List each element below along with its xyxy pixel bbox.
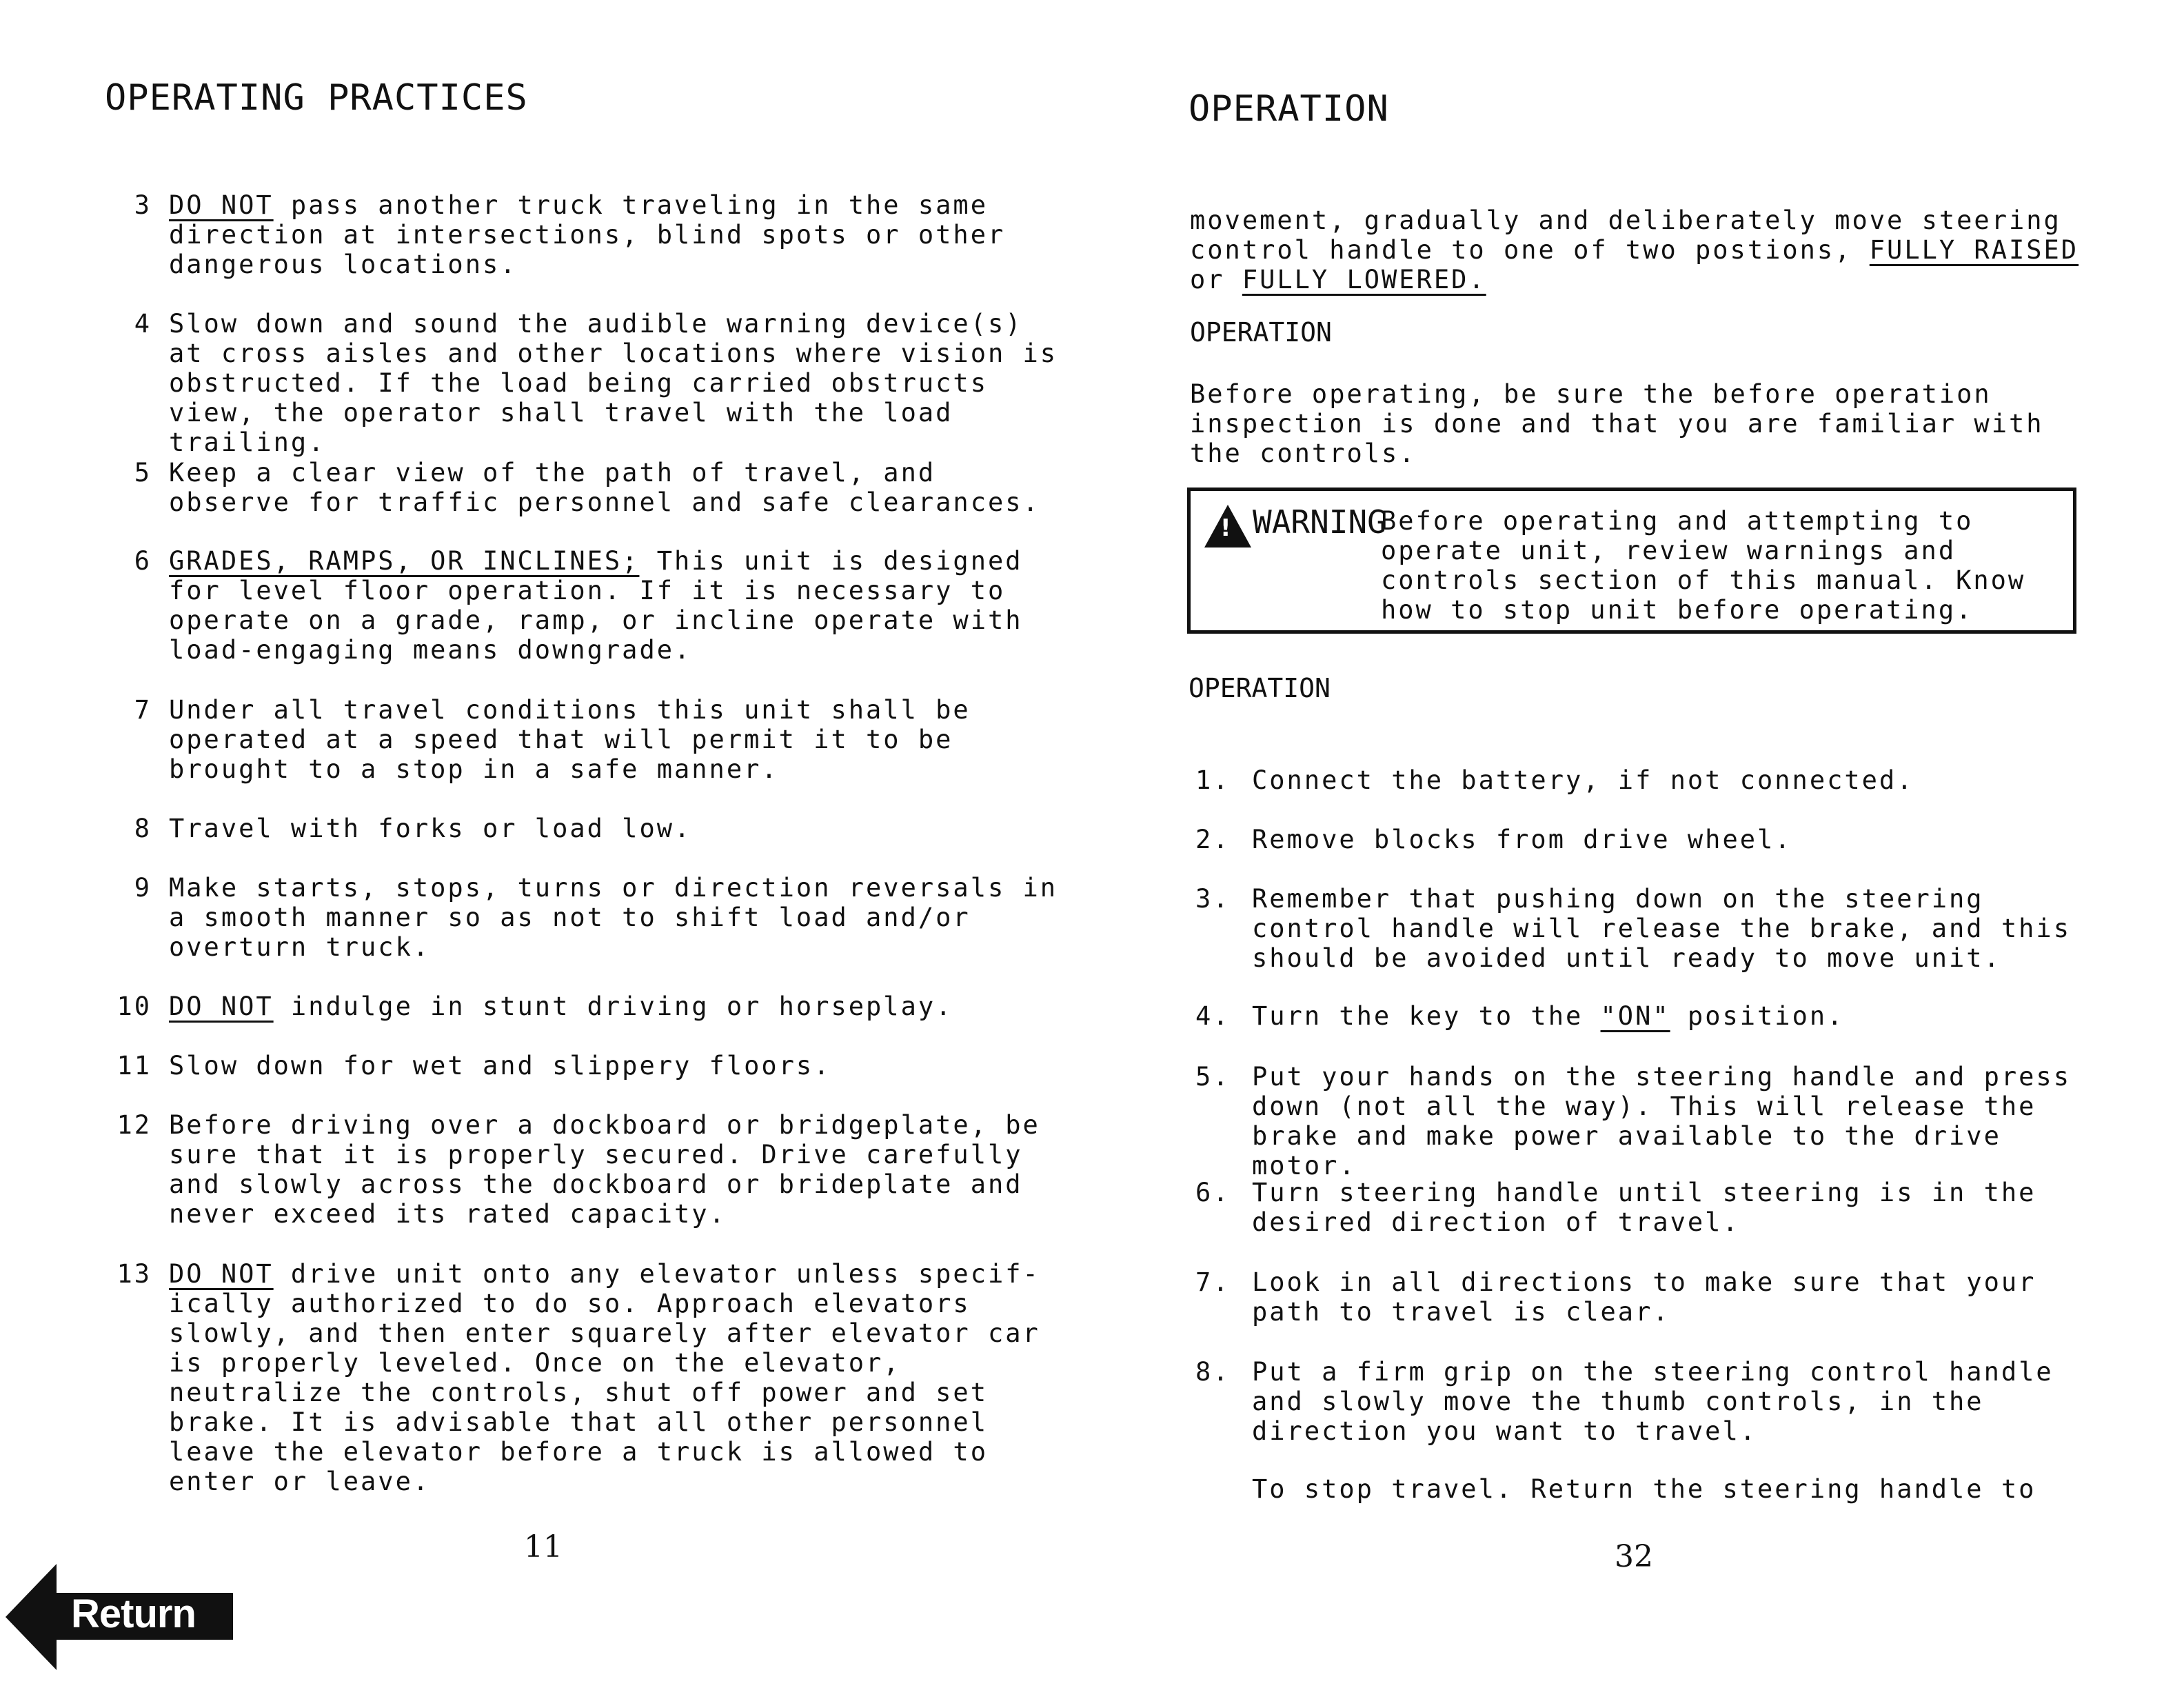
- item-number: 6: [134, 546, 152, 576]
- page-title: OPERATING PRACTICES: [105, 77, 528, 119]
- intro-text: movement, gradually and deliberately move steering control handle to one of two postions,: [1190, 205, 2061, 265]
- step-number: 6.: [1195, 1178, 1231, 1207]
- item-number: 4: [134, 309, 152, 339]
- step-text: Turn the key to the: [1252, 1001, 1601, 1031]
- return-button[interactable]: [6, 1560, 233, 1674]
- emphasis: DO NOT: [169, 992, 274, 1021]
- section-heading: OPERATION: [1190, 317, 1332, 348]
- item-text: Slow down for wet and slippery floors.: [169, 1051, 831, 1081]
- step-number: 5.: [1195, 1062, 1231, 1092]
- return-label: Return: [71, 1591, 196, 1636]
- warning-label: WARNING: [1253, 503, 1386, 541]
- page-number: 32: [1615, 1539, 1653, 1574]
- item-text: indulge in stunt driving or horseplay.: [273, 992, 953, 1021]
- exclamation-icon: !: [1220, 514, 1231, 542]
- page-number: 11: [524, 1529, 563, 1565]
- item-number: 5: [134, 458, 152, 488]
- step-text: Turn steering handle until steering is in the desired direction of travel.: [1252, 1178, 2036, 1237]
- section-paragraph: Before operating, be sure the before operation inspection is done and that you are familiar with the controls.: [1190, 379, 2044, 468]
- step-number: 8.: [1195, 1357, 1231, 1387]
- step-text: Remove blocks from drive wheel.: [1252, 825, 1792, 854]
- item-text: Slow down and sound the audible warning device(s) at cross aisles and other locations where vision is obstructed. If the load being carried obstructs view, the operator shall travel with the load trailing.: [169, 309, 1058, 457]
- emphasis: "ON": [1600, 1001, 1670, 1031]
- step-text: Put a firm grip on the steering control handle and slowly move the thumb controls, in the direction you want to travel.: [1252, 1357, 2054, 1446]
- item-number: 3: [134, 190, 152, 220]
- step-text: Put your hands on the steering handle and press down (not all the way). This will release the brake and make power available to the drive motor.: [1252, 1062, 2071, 1180]
- step-number: 7.: [1195, 1267, 1231, 1297]
- intro-text: or: [1190, 265, 1242, 294]
- item-number: 9: [134, 873, 152, 903]
- item-text: This unit is designed for level floor operation. If it is necessary to operate on a grade, ramp, or incline operate with load-engaging means downgrade.: [169, 546, 1023, 665]
- item-number: 11: [117, 1051, 152, 1081]
- emphasis: FULLY RAISED: [1869, 235, 2079, 265]
- step-number: 4.: [1195, 1001, 1231, 1031]
- item-text: pass another truck traveling in the same direction at intersections, blind spots or other dangerous locations.: [169, 190, 1006, 279]
- item-text: Before driving over a dockboard or bridgeplate, be sure that it is properly secured. Drive carefully and slowly across the dockboard or brideplate and never exceed its rated capacity.: [169, 1110, 1040, 1229]
- step-text: position.: [1670, 1001, 1845, 1031]
- closing-text: To stop travel. Return the steering handle to: [1252, 1474, 2036, 1504]
- warning-box: [1187, 488, 2076, 634]
- emphasis: DO NOT: [169, 190, 274, 220]
- page-title: OPERATION: [1189, 88, 1389, 130]
- emphasis: DO NOT: [169, 1259, 274, 1289]
- step-number: 1.: [1195, 765, 1231, 795]
- warning-text: Before operating and attempting to operate unit, review warnings and controls section of this manual. Know how to stop unit before operating.: [1381, 506, 2026, 625]
- intro-paragraph: [1190, 205, 2086, 294]
- item-number: 12: [117, 1110, 152, 1140]
- emphasis: GRADES, RAMPS, OR INCLINES;: [169, 546, 640, 576]
- item-number: 7: [134, 695, 152, 725]
- section-heading: OPERATION: [1189, 673, 1331, 703]
- right-page: [1092, 0, 2184, 1688]
- step-text: Look in all directions to make sure that your path to travel is clear.: [1252, 1267, 2036, 1327]
- step-number: 3.: [1195, 884, 1231, 914]
- item-number: 10: [117, 992, 152, 1021]
- item-text: Make starts, stops, turns or direction reversals in a smooth manner so as not to shift load and/or overturn truck.: [169, 873, 1058, 962]
- step-number: 2.: [1195, 825, 1231, 854]
- emphasis: FULLY LOWERED.: [1242, 265, 1486, 294]
- item-number: 13: [117, 1259, 152, 1289]
- item-number: 8: [134, 814, 152, 843]
- step-text: Connect the battery, if not connected.: [1252, 765, 1914, 795]
- item-text: Under all travel conditions this unit shall be operated at a speed that will permit it to be brought to a stop in a safe manner.: [169, 695, 971, 784]
- item-text: Travel with forks or load low.: [169, 814, 692, 843]
- item-text: Keep a clear view of the path of travel, and observe for traffic personnel and safe clearances.: [169, 458, 1040, 517]
- item-text: drive unit onto any elevator unless specif-ically authorized to do so. Approach elevators slowly, and then enter squarely after elevator car is properly leveled. Once on the elevator, neutralize the controls, shut off power and set brake. It is advisable that all other personnel leave the elevator before a truck is allowed to enter or leave.: [169, 1259, 1040, 1496]
- step-text: Remember that pushing down on the steering control handle will release the brake, and this should be avoided until ready to move unit.: [1252, 884, 2071, 973]
